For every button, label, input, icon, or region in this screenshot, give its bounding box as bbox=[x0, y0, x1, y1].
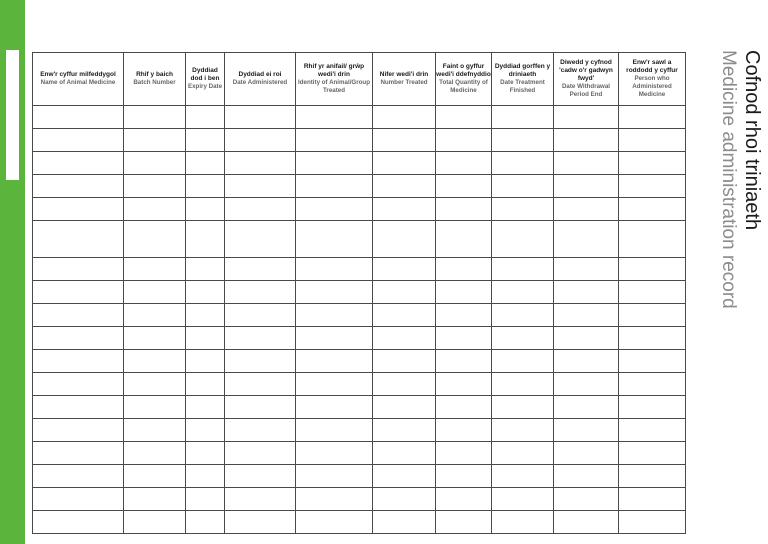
record-cell[interactable] bbox=[186, 419, 225, 442]
record-cell[interactable] bbox=[186, 152, 225, 175]
record-cell[interactable] bbox=[619, 198, 686, 221]
record-cell[interactable] bbox=[33, 106, 124, 129]
record-cell[interactable] bbox=[33, 304, 124, 327]
record-cell[interactable] bbox=[225, 258, 296, 281]
record-cell[interactable] bbox=[124, 129, 186, 152]
record-cell[interactable] bbox=[225, 373, 296, 396]
record-cell[interactable] bbox=[554, 442, 619, 465]
record-cell[interactable] bbox=[492, 327, 554, 350]
record-cell[interactable] bbox=[296, 465, 373, 488]
record-cell[interactable] bbox=[373, 419, 436, 442]
record-cell[interactable] bbox=[492, 511, 554, 534]
record-cell[interactable] bbox=[225, 396, 296, 419]
record-cell[interactable] bbox=[296, 221, 373, 258]
record-row bbox=[33, 129, 686, 152]
record-cell[interactable] bbox=[619, 350, 686, 373]
record-cell[interactable] bbox=[436, 396, 492, 419]
record-cell[interactable] bbox=[186, 488, 225, 511]
record-row bbox=[33, 396, 686, 419]
record-cell[interactable] bbox=[373, 373, 436, 396]
record-cell[interactable] bbox=[436, 258, 492, 281]
record-cell[interactable] bbox=[33, 175, 124, 198]
record-cell[interactable] bbox=[492, 106, 554, 129]
record-cell[interactable] bbox=[492, 304, 554, 327]
record-cell[interactable] bbox=[186, 106, 225, 129]
record-cell[interactable] bbox=[436, 373, 492, 396]
record-cell[interactable] bbox=[436, 327, 492, 350]
record-cell[interactable] bbox=[619, 396, 686, 419]
record-cell[interactable] bbox=[33, 442, 124, 465]
record-cell[interactable] bbox=[124, 106, 186, 129]
record-cell[interactable] bbox=[554, 396, 619, 419]
record-cell[interactable] bbox=[186, 129, 225, 152]
record-cell[interactable] bbox=[554, 258, 619, 281]
record-cell[interactable] bbox=[124, 304, 186, 327]
record-cell[interactable] bbox=[492, 488, 554, 511]
record-cell[interactable] bbox=[436, 465, 492, 488]
record-cell[interactable] bbox=[492, 442, 554, 465]
binder-tab-slot bbox=[6, 50, 19, 180]
record-cell[interactable] bbox=[296, 396, 373, 419]
record-cell[interactable] bbox=[296, 373, 373, 396]
record-cell[interactable] bbox=[124, 488, 186, 511]
record-cell[interactable] bbox=[296, 258, 373, 281]
record-cell[interactable] bbox=[124, 511, 186, 534]
record-row bbox=[33, 511, 686, 534]
record-cell[interactable] bbox=[296, 304, 373, 327]
record-cell[interactable] bbox=[33, 129, 124, 152]
record-cell[interactable] bbox=[296, 488, 373, 511]
record-cell[interactable] bbox=[373, 221, 436, 258]
record-cell[interactable] bbox=[436, 511, 492, 534]
record-cell[interactable] bbox=[225, 327, 296, 350]
record-cell[interactable] bbox=[186, 221, 225, 258]
record-cell[interactable] bbox=[186, 442, 225, 465]
record-cell[interactable] bbox=[554, 488, 619, 511]
page-title-english: Medicine administration record bbox=[718, 50, 739, 309]
record-cell[interactable] bbox=[554, 419, 619, 442]
record-row bbox=[33, 488, 686, 511]
record-cell[interactable] bbox=[225, 350, 296, 373]
record-cell[interactable] bbox=[436, 106, 492, 129]
record-cell[interactable] bbox=[296, 442, 373, 465]
record-row bbox=[33, 198, 686, 221]
record-cell[interactable] bbox=[124, 221, 186, 258]
record-cell[interactable] bbox=[619, 465, 686, 488]
record-row bbox=[33, 419, 686, 442]
record-cell[interactable] bbox=[554, 198, 619, 221]
record-cell[interactable] bbox=[373, 152, 436, 175]
record-cell[interactable] bbox=[124, 198, 186, 221]
record-cell[interactable] bbox=[619, 258, 686, 281]
record-cell[interactable] bbox=[186, 175, 225, 198]
record-cell[interactable] bbox=[186, 511, 225, 534]
record-cell[interactable] bbox=[619, 175, 686, 198]
record-cell[interactable] bbox=[33, 198, 124, 221]
record-row bbox=[33, 175, 686, 198]
record-cell[interactable] bbox=[296, 175, 373, 198]
record-cell[interactable] bbox=[373, 198, 436, 221]
record-cell[interactable] bbox=[436, 350, 492, 373]
record-row bbox=[33, 442, 686, 465]
record-cell[interactable] bbox=[619, 488, 686, 511]
record-row bbox=[33, 152, 686, 175]
record-cell[interactable] bbox=[436, 152, 492, 175]
record-cell[interactable] bbox=[33, 327, 124, 350]
record-cell[interactable] bbox=[186, 258, 225, 281]
record-cell[interactable] bbox=[619, 281, 686, 304]
header-withdrawal-end: Diwedd y cyfnod 'cadw o'r gadwyn fwyd' Date Withdrawal Period End bbox=[554, 53, 619, 106]
record-cell[interactable] bbox=[492, 465, 554, 488]
header-person-administered: Enw'r sawl a roddodd y cyffur Person who Administered Medicine bbox=[619, 53, 686, 106]
record-cell[interactable] bbox=[492, 129, 554, 152]
record-cell[interactable] bbox=[373, 442, 436, 465]
record-cell[interactable] bbox=[296, 350, 373, 373]
header-row bbox=[33, 53, 686, 106]
record-cell[interactable] bbox=[492, 175, 554, 198]
header-batch-number: Rhif y baich Batch Number bbox=[124, 53, 186, 106]
record-cell[interactable] bbox=[619, 373, 686, 396]
record-cell[interactable] bbox=[225, 488, 296, 511]
record-cell[interactable] bbox=[225, 281, 296, 304]
record-cell[interactable] bbox=[373, 175, 436, 198]
record-cell[interactable] bbox=[124, 465, 186, 488]
record-cell[interactable] bbox=[124, 258, 186, 281]
record-cell[interactable] bbox=[436, 419, 492, 442]
record-cell[interactable] bbox=[373, 281, 436, 304]
record-cell[interactable] bbox=[296, 129, 373, 152]
record-cell[interactable] bbox=[186, 304, 225, 327]
record-cell[interactable] bbox=[124, 419, 186, 442]
record-cell[interactable] bbox=[373, 106, 436, 129]
record-cell[interactable] bbox=[373, 488, 436, 511]
record-row bbox=[33, 373, 686, 396]
record-cell[interactable] bbox=[33, 419, 124, 442]
record-cell[interactable] bbox=[33, 465, 124, 488]
record-cell[interactable] bbox=[436, 175, 492, 198]
record-cell[interactable] bbox=[373, 327, 436, 350]
record-cell[interactable] bbox=[492, 373, 554, 396]
record-cell[interactable] bbox=[373, 396, 436, 419]
record-cell[interactable] bbox=[124, 350, 186, 373]
header-expiry-date: Dyddiad dod i ben Expiry Date bbox=[186, 53, 225, 106]
record-cell[interactable] bbox=[619, 106, 686, 129]
record-cell[interactable] bbox=[296, 511, 373, 534]
record-cell[interactable] bbox=[554, 106, 619, 129]
record-cell[interactable] bbox=[554, 373, 619, 396]
record-cell[interactable] bbox=[296, 106, 373, 129]
header-medicine-name: Enw'r cyffur milfeddygol Name of Animal Medicine bbox=[33, 53, 124, 106]
record-cell[interactable] bbox=[225, 511, 296, 534]
record-cell[interactable] bbox=[492, 221, 554, 258]
record-cell[interactable] bbox=[124, 152, 186, 175]
record-cell[interactable] bbox=[554, 465, 619, 488]
record-cell[interactable] bbox=[186, 281, 225, 304]
record-cell[interactable] bbox=[619, 304, 686, 327]
record-row bbox=[33, 304, 686, 327]
record-cell[interactable] bbox=[296, 281, 373, 304]
header-number-treated: Nifer wedi'i drin Number Treated bbox=[373, 53, 436, 106]
record-cell[interactable] bbox=[554, 327, 619, 350]
record-cell[interactable] bbox=[33, 350, 124, 373]
record-cell[interactable] bbox=[186, 350, 225, 373]
record-cell[interactable] bbox=[492, 198, 554, 221]
record-cell[interactable] bbox=[33, 221, 124, 258]
record-cell[interactable] bbox=[373, 511, 436, 534]
page-title-welsh: Cofnod rhoi triniaeth bbox=[741, 50, 763, 231]
header-date-finished: Dyddiad gorffen y driniaeth Date Treatment Finished bbox=[492, 53, 554, 106]
header-total-quantity: Faint o gyffur wedi'i ddefnyddio Total Quantity of Medicine bbox=[436, 53, 492, 106]
record-cell[interactable] bbox=[492, 152, 554, 175]
record-cell[interactable] bbox=[492, 350, 554, 373]
record-cell[interactable] bbox=[33, 373, 124, 396]
record-row bbox=[33, 350, 686, 373]
record-cell[interactable] bbox=[436, 129, 492, 152]
record-cell[interactable] bbox=[554, 175, 619, 198]
record-cell[interactable] bbox=[186, 396, 225, 419]
record-cell[interactable] bbox=[186, 327, 225, 350]
record-cell[interactable] bbox=[225, 442, 296, 465]
record-cell[interactable] bbox=[124, 396, 186, 419]
record-cell[interactable] bbox=[124, 281, 186, 304]
record-cell[interactable] bbox=[436, 488, 492, 511]
record-cell[interactable] bbox=[436, 304, 492, 327]
record-cell[interactable] bbox=[619, 442, 686, 465]
record-row bbox=[33, 106, 686, 129]
record-cell[interactable] bbox=[492, 396, 554, 419]
record-cell[interactable] bbox=[225, 198, 296, 221]
record-cell[interactable] bbox=[225, 304, 296, 327]
record-cell[interactable] bbox=[619, 511, 686, 534]
record-cell[interactable] bbox=[33, 511, 124, 534]
record-cell[interactable] bbox=[186, 465, 225, 488]
record-cell[interactable] bbox=[225, 152, 296, 175]
record-cell[interactable] bbox=[373, 350, 436, 373]
record-cell[interactable] bbox=[33, 152, 124, 175]
record-cell[interactable] bbox=[124, 442, 186, 465]
record-cell[interactable] bbox=[296, 198, 373, 221]
record-cell[interactable] bbox=[492, 258, 554, 281]
record-cell[interactable] bbox=[296, 419, 373, 442]
record-cell[interactable] bbox=[436, 221, 492, 258]
header-animal-identity: Rhif yr anifail/ grŵp wedi'i drin Identity of Animal/Group Treated bbox=[296, 53, 373, 106]
record-cell[interactable] bbox=[373, 304, 436, 327]
record-cell[interactable] bbox=[619, 327, 686, 350]
record-cell[interactable] bbox=[225, 129, 296, 152]
record-cell[interactable] bbox=[225, 465, 296, 488]
record-cell[interactable] bbox=[296, 152, 373, 175]
record-cell[interactable] bbox=[619, 129, 686, 152]
record-cell[interactable] bbox=[225, 221, 296, 258]
record-cell[interactable] bbox=[124, 327, 186, 350]
record-cell[interactable] bbox=[436, 198, 492, 221]
record-cell[interactable] bbox=[33, 258, 124, 281]
record-row bbox=[33, 221, 686, 258]
record-cell[interactable] bbox=[373, 258, 436, 281]
record-cell[interactable] bbox=[554, 304, 619, 327]
record-cell[interactable] bbox=[124, 175, 186, 198]
record-cell[interactable] bbox=[186, 198, 225, 221]
record-row bbox=[33, 258, 686, 281]
record-cell[interactable] bbox=[225, 106, 296, 129]
record-cell[interactable] bbox=[554, 129, 619, 152]
record-cell[interactable] bbox=[124, 373, 186, 396]
record-cell[interactable] bbox=[33, 396, 124, 419]
record-cell[interactable] bbox=[554, 281, 619, 304]
record-cell[interactable] bbox=[619, 221, 686, 258]
record-body bbox=[33, 106, 686, 534]
record-cell[interactable] bbox=[373, 129, 436, 152]
record-cell[interactable] bbox=[554, 221, 619, 258]
record-cell[interactable] bbox=[619, 419, 686, 442]
page-title-block bbox=[688, 50, 768, 320]
medicine-record-table bbox=[32, 52, 686, 534]
record-cell[interactable] bbox=[33, 281, 124, 304]
record-cell[interactable] bbox=[492, 419, 554, 442]
header-date-administered: Dyddiad ei roi Date Administered bbox=[225, 53, 296, 106]
record-cell[interactable] bbox=[492, 281, 554, 304]
record-row bbox=[33, 281, 686, 304]
record-cell[interactable] bbox=[436, 281, 492, 304]
record-row bbox=[33, 327, 686, 350]
record-cell[interactable] bbox=[225, 175, 296, 198]
record-cell[interactable] bbox=[373, 465, 436, 488]
record-cell[interactable] bbox=[554, 350, 619, 373]
record-cell[interactable] bbox=[186, 373, 225, 396]
record-row bbox=[33, 465, 686, 488]
record-cell[interactable] bbox=[33, 488, 124, 511]
record-cell[interactable] bbox=[554, 511, 619, 534]
record-cell[interactable] bbox=[554, 152, 619, 175]
record-cell[interactable] bbox=[225, 419, 296, 442]
record-cell[interactable] bbox=[436, 442, 492, 465]
record-cell[interactable] bbox=[296, 327, 373, 350]
record-cell[interactable] bbox=[619, 152, 686, 175]
